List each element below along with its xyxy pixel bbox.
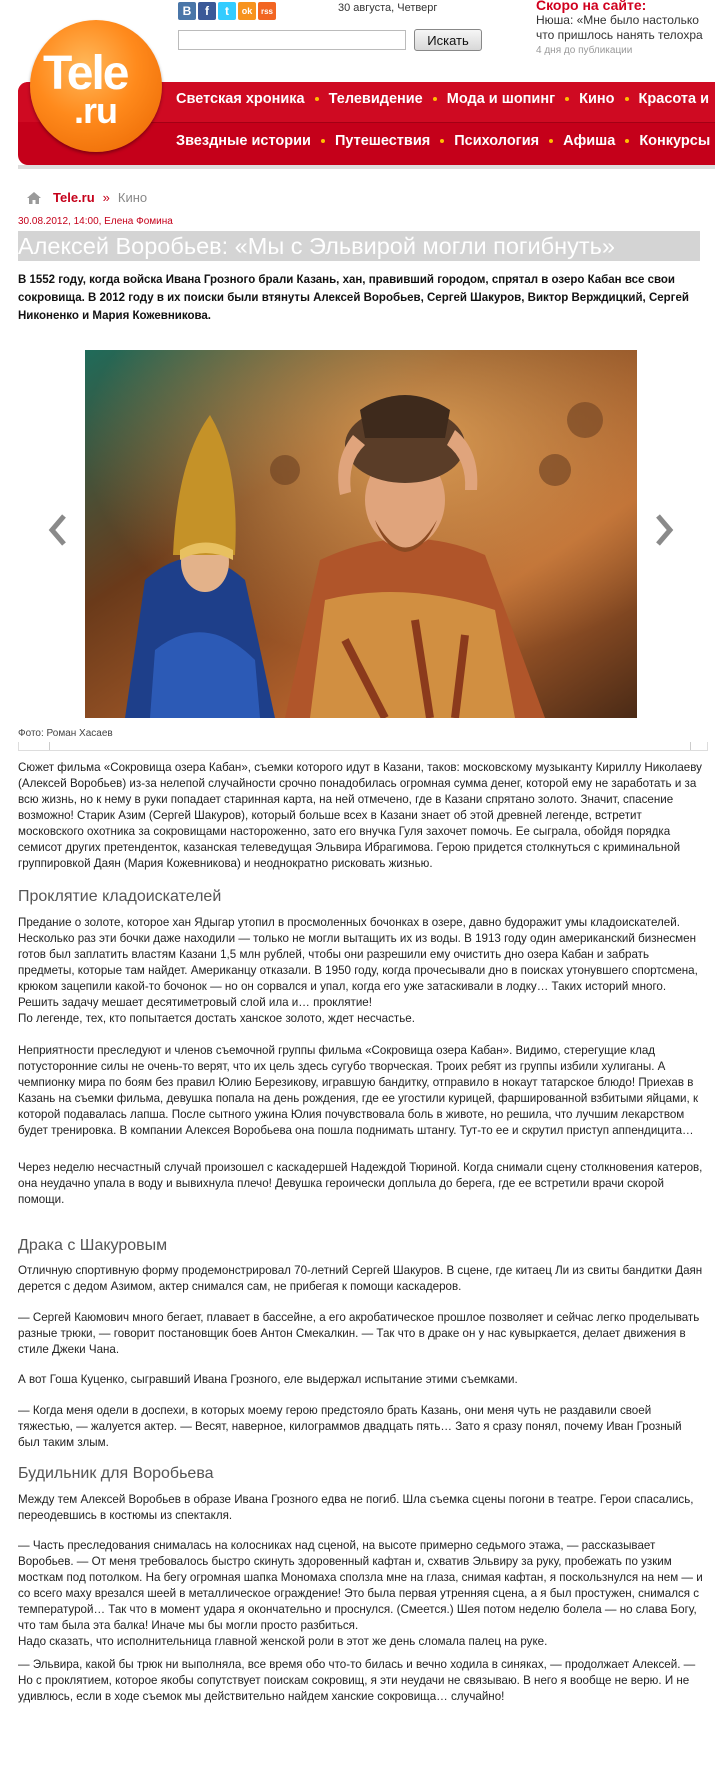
coming-soon-line[interactable]: что пришлось нанять телохра — [536, 28, 703, 42]
main-nav-shadow — [18, 165, 715, 169]
article-paragraph: А вот Гоша Куценко, сыгравший Ивана Грозного, еле выдержал испытание этими съемками. — [18, 1373, 518, 1386]
section-heading: Драка с Шакуровым — [18, 1237, 168, 1254]
nav-separator-dot — [625, 97, 629, 101]
article-paragraph: — Сергей Каюмович много бегает, плавает в бассейне, а его акробатическое прошлое позволяет и сейчас легко проделывать разные трюки, — говорит постановщик боев Антон Смекалкин. — Так что в драке он у нас кувыркается, делает движения в стиле Джеки Чана. — [18, 1311, 700, 1356]
search-button[interactable]: Искать — [414, 29, 482, 51]
nav-item-star-stories[interactable]: Звездные истории — [176, 133, 311, 149]
nav-item-fashion[interactable]: Мода и шопинг — [446, 91, 556, 107]
twitter-icon[interactable]: t — [218, 2, 236, 20]
nav-item-contests[interactable]: Конкурсы — [639, 133, 711, 149]
coming-soon-widget — [536, 0, 715, 56]
paragraph-text: Предание о золоте, которое хан Ядыгар утопил в просмоленных бочонках в озере, давно будоражит умы кладоискателей. Несколько раз эти бочки даже находили — только не могли вытащить их из воды. В 1913 году один американский бизнесмен готов был заплатить властям Казани 1,5 млн рублей, чтобы они разрешили ему очистить дно озера Кабан и забрать предметы, которые там найдет. Американцу отказали. В 1950 году, когда прочесывали дно в поисках утонувшего спортсмена, крюком зацепили какой-то бочонок — но он сорвался и упал, когда его уже затаскивали в лодку… Таких историй много. Решить задачу мешает десятиметровый слой ила и… проклятие! — [18, 916, 698, 1009]
main-nav-divider — [150, 122, 715, 123]
nav-item-psychology[interactable]: Психология — [454, 133, 540, 149]
article-paragraph — [18, 1538, 703, 1650]
article-paragraph: — Эльвира, какой бы трюк ни выполняла, все время обо что-то билась и вечно ходила в синяках, — продолжает Алексей. — Но с проклятием, которое якобы сопутствует поискам сокровищ, я эти неудачи не связываю. В него я вообще не верю. И не удивлюсь, если в ходе съемок мы действительно найдем ханские сокровища… случайно! — [18, 1658, 696, 1703]
rss-icon[interactable]: rss — [258, 2, 276, 20]
article-paragraph: Через неделю несчастный случай произошел с каскадершей Надеждой Тюриной. Когда снимали сцену столкновения катеров, она неудачно упала в воду и вывихнула плечо! Девушка героически доплыла до берега, где ее встретили врачи скорой помощи. — [18, 1161, 703, 1206]
nav-separator-dot — [440, 139, 444, 143]
paragraph-text: Надо сказать, что исполнительница главной женской роли в этот же день сломала палец на руке. — [18, 1635, 548, 1648]
article-lead: В 1552 году, когда войска Ивана Грозного брали Казань, хан, правивший городом, спрятал в озеро Кабан все свои сокровища. В 2012 году в их поиски были втянуты Алексей Воробьев, Сергей Шакуров, Виктор Верждицкий, Сергей Никоненко и Мария Кожевникова. — [18, 274, 689, 322]
section-heading: Будильник для Воробьева — [18, 1465, 214, 1482]
breadcrumb-current: Кино — [117, 190, 148, 205]
coming-soon-title: Скоро на сайте: — [536, 0, 647, 13]
article-meta: 30.08.2012, 14:00, Елена Фомина — [18, 216, 173, 227]
nav-separator-dot — [433, 97, 437, 101]
paragraph-text: По легенде, тех, кто попытается достать ханское золото, ждет несчастье. — [18, 1012, 415, 1025]
nav-item-beauty[interactable]: Красота и — [638, 91, 709, 107]
facebook-icon[interactable]: f — [198, 2, 216, 20]
logo-text-tele: Tele — [43, 47, 128, 100]
nav-item-celebrity-news[interactable]: Светская хроника — [176, 91, 305, 107]
nav-item-television[interactable]: Телевидение — [328, 91, 423, 107]
coming-soon-line[interactable]: Нюша: «Мне было настолько — [536, 13, 699, 27]
article-title: Алексей Воробьев: «Мы с Эльвирой могли погибнуть» — [18, 231, 700, 261]
section-heading: Проклятие кладоискателей — [18, 888, 222, 905]
search-input[interactable] — [178, 30, 406, 50]
article-paragraph: Отличную спортивную форму продемонстрировал 70-летний Сергей Шакуров. В сцене, где китаец Ли из свиты бандитки Даян дерется с дедом Азимом, актер снимался сам, не прибегая к помощи каскадеров. — [18, 1264, 703, 1293]
odnoklassniki-icon[interactable]: ok — [238, 2, 256, 20]
breadcrumb-separator: » — [102, 190, 110, 205]
nav-separator-dot — [321, 139, 325, 143]
coming-soon-countdown: 4 дня до публикации — [536, 45, 633, 56]
site-logo[interactable] — [30, 20, 162, 152]
gallery-next-arrow[interactable] — [652, 512, 676, 548]
logo-text-ru: .ru — [74, 90, 118, 131]
gallery-scrollbar[interactable] — [18, 742, 708, 751]
main-nav-row-2 — [176, 133, 710, 149]
main-nav-row-1 — [176, 91, 709, 107]
current-date: 30 августа, Четверг — [338, 2, 438, 14]
home-icon[interactable] — [27, 192, 41, 204]
nav-item-afisha[interactable]: Афиша — [563, 133, 616, 149]
nav-separator-dot — [625, 139, 629, 143]
breadcrumb-home-link[interactable]: Tele.ru — [53, 190, 95, 205]
nav-item-travel[interactable]: Путешествия — [334, 133, 431, 149]
gallery-prev-arrow[interactable] — [46, 512, 70, 548]
article-paragraph — [18, 915, 703, 1027]
nav-separator-dot — [549, 139, 553, 143]
article-paragraph: Между тем Алексей Воробьев в образе Ивана Грозного едва не погиб. Шла съемка сцены погони в театре. Герои спасались, переодевшись в костюмы из спектакля. — [18, 1493, 694, 1522]
nav-separator-dot — [315, 97, 319, 101]
nav-separator-dot — [565, 97, 569, 101]
article-paragraph: — Когда меня одели в доспехи, в которых моему герою предстояло брать Казань, они меня чуть не раздавили своей тяжестью, — жалуется актер. — Весят, наверное, килограммов двадцать пять… Зато я сразу понял, почему Иван Грозный был таким злым. — [18, 1404, 682, 1449]
breadcrumb — [27, 190, 147, 205]
nav-item-cinema[interactable]: Кино — [579, 91, 615, 107]
article-paragraph: Неприятности преследуют и членов съемочной группы фильма «Сокровища озера Кабан». Видимо, стерегущие клад потусторонние силы не очень-то верят, что их цель здесь сугубо творческая. Троих ребят из группы избили хулиганы. А чемпионку мира по боям без правил Юлию Березикову, игравшую бандитку, отправило в нокаут татарское блюдо! Приехав в Казань на съемки фильма, девушка попала на день рождения, где ее угостили курицей, фаршированной взбитыми яйцами, к которой подавалась лапша. После сытного ужина Юлия почувствовала боль в животе, но решила, что лучшим лекарством будет тренировка. В компании Алексея Воробьева она пошла поднимать штангу. Тут-то ее и скрутил приступ аппендицита… — [18, 1044, 699, 1137]
gallery-scrollbar-thumb[interactable] — [49, 742, 691, 750]
paragraph-text: — Часть преследования снималась на колосниках над сценой, на высоте примерно седьмого этажа, — рассказывает Воробьев. — От меня требовалось быстро скинуть здоровенный кафтан и, схватив Эльвиру за руку, пробежать по узким мосткам под потолком. На бегу огромная шапка Мономаха сползла мне на глаза, снимая кафтан, я поскользнулся на нем — и со всего маху врезался шеей в металлическое ограждение! Это была первая утренняя сцена, а я был простужен, снимался с температурой… Так что в момент удара я окончательно и проснулся. (Смеется.) Шея потом неделю болела — но слава Богу, что там была эта балка! Иначе мы бы могли просто разбиться. — [18, 1539, 703, 1632]
vk-icon[interactable]: В — [178, 2, 196, 20]
photo-caption: Фото: Роман Хасаев — [18, 728, 113, 739]
social-links — [178, 2, 276, 20]
photo-illustration — [85, 350, 637, 718]
article-paragraph: Сюжет фильма «Сокровища озера Кабан», съемки которого идут в Казани, таков: московскому музыканту Кириллу Николаеву (Алексей Воробьев) из-за нелепой случайности срочно понадобилась огромная сумма денег, которой ему не заработать и за всю жизнь, но к нему в руки попадает старинная карта, на ней отмечено, где в Казани спрятано золото. Значит, спасение возможно! Старик Азим (Сергей Шакуров), который больше всех в Казани знает об этой древней легенде, встретит московского охотника за сокровищами настороженно, зато его внучка Гуля захочет помочь. Ее сыграла, обойдя порядка семисот других претенденток, казанская телеведущая Эльвира Ибрагимова. Герою придется столкнуться с криминальной группировкой Даян (Мария Кожевникова) и неоднократно рисковать жизнью. — [18, 761, 702, 870]
article-photo — [85, 350, 637, 718]
